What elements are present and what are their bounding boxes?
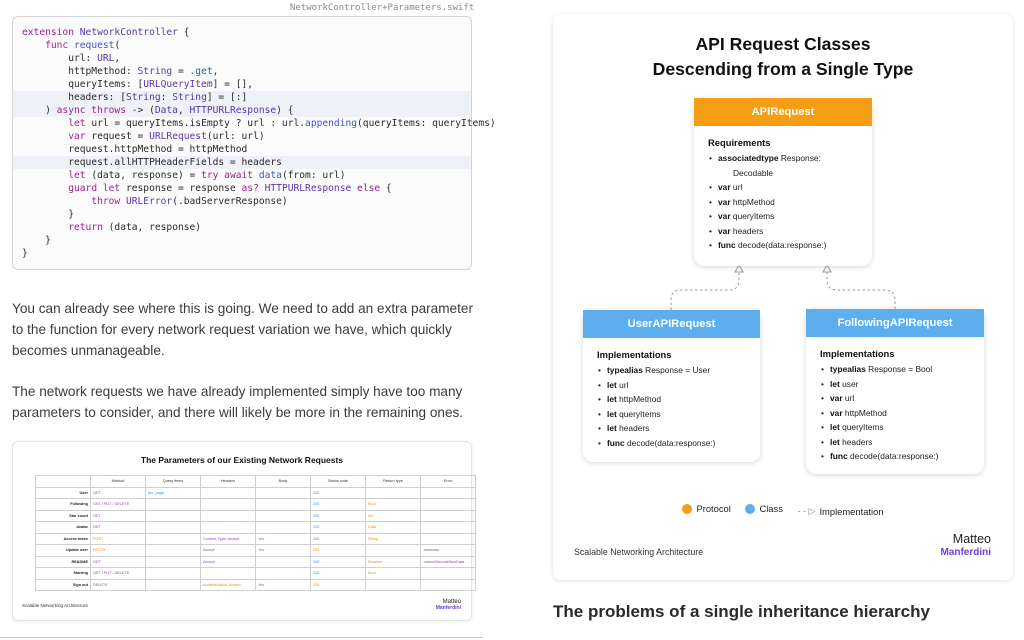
member-item: • let headers xyxy=(821,436,873,447)
code-line: ) async throws -> (Data, HTTPURLResponse) { xyxy=(13,104,471,117)
member-item: • var queryItems xyxy=(709,211,775,221)
table-cell xyxy=(421,568,476,580)
member-item: • let httpMethod xyxy=(598,394,662,404)
api-request-header: APIRequest xyxy=(694,98,872,126)
class-dot-icon xyxy=(745,504,755,514)
legend-implementation xyxy=(798,506,884,517)
member-item: • var httpMethod xyxy=(709,196,775,207)
requirements-list xyxy=(709,151,872,253)
diagram-footer: Scalable Networking Architecture xyxy=(574,547,704,557)
table-cell: 200 xyxy=(311,510,366,522)
member-item: • var httpMethod xyxy=(821,407,887,418)
row-header: Following xyxy=(36,499,91,511)
table-cell xyxy=(366,487,421,499)
table-row xyxy=(36,510,476,522)
table-cell: 204 xyxy=(311,579,366,591)
table-row xyxy=(36,499,476,511)
code-line: let (data, response) = try await data(from: url) xyxy=(68,170,346,181)
author-logo xyxy=(436,599,461,611)
table-cell: 204 xyxy=(311,499,366,511)
table-cell xyxy=(201,510,256,522)
diagram-author-logo xyxy=(940,533,991,559)
logo-last-name: Manferdini xyxy=(435,605,461,611)
following-implementations-heading: Implementations xyxy=(820,348,895,359)
table-cell: .unknown xyxy=(421,545,476,557)
member-item: • func decode(data:response:) xyxy=(709,240,827,250)
arrowhead-left xyxy=(735,265,743,272)
table-cell xyxy=(421,499,476,511)
api-request-card xyxy=(694,98,872,266)
legend-implementation-label: Implementation xyxy=(819,505,884,517)
table-cell xyxy=(201,568,256,580)
table-cell: Yes xyxy=(256,545,311,557)
table-cell xyxy=(421,533,476,545)
table-cell xyxy=(146,545,201,557)
table-cell: GET xyxy=(91,510,146,522)
table-cell xyxy=(256,568,311,580)
member-item: • let queryItems xyxy=(821,422,884,432)
table-cell xyxy=(256,499,311,511)
parameters-table-figure[interactable] xyxy=(12,441,472,621)
code-line: headers: [String: String] = [:] xyxy=(13,91,471,104)
legend-protocol xyxy=(682,503,730,514)
member-item: Decodable xyxy=(733,167,774,178)
diagram-logo-first-name: Matteo xyxy=(952,532,991,546)
member-item: • func decode(data:response:) xyxy=(821,451,939,461)
table-cell xyxy=(421,487,476,499)
table-cell: GET xyxy=(91,487,146,499)
member-item: • typealias Response = Bool xyxy=(821,364,933,374)
table-cell: POST xyxy=(91,533,146,545)
code-lines xyxy=(13,26,496,260)
table-cell: Readme xyxy=(366,556,421,568)
user-api-request-card xyxy=(583,310,760,462)
row-header: Starring xyxy=(36,568,91,580)
member-item: • var url xyxy=(821,393,855,403)
column-header: Method xyxy=(91,476,146,488)
table-cell xyxy=(146,579,201,591)
paragraph-2: The network requests we have already implemented simply have too many parameters to consider, and there will likely be more in the remaining ones. xyxy=(12,384,464,420)
code-line: func request( xyxy=(45,40,121,51)
table-cell xyxy=(146,533,201,545)
legend-class xyxy=(745,503,782,514)
table-cell: Accept xyxy=(201,556,256,568)
row-header: Access token xyxy=(36,533,91,545)
code-line: queryItems: [URLQueryItem] = [], xyxy=(22,79,254,90)
table-row xyxy=(36,579,476,591)
row-header: README xyxy=(36,556,91,568)
table-cell: Bool xyxy=(366,568,421,580)
code-line: extension NetworkController { xyxy=(22,27,190,38)
code-line: url: URL, xyxy=(22,53,121,64)
table-cell xyxy=(201,487,256,499)
table-cell: Authentication, Accept xyxy=(201,579,256,591)
protocol-dot-icon xyxy=(682,504,692,514)
table-cell xyxy=(366,545,421,557)
table-cell xyxy=(201,499,256,511)
column-header xyxy=(36,476,91,488)
table-cell xyxy=(201,522,256,534)
member-item: • var url xyxy=(709,182,743,192)
code-filename: NetworkController+Parameters.swift xyxy=(290,3,475,13)
table-cell: 200 xyxy=(311,487,366,499)
table-cell: Yes xyxy=(256,579,311,591)
code-line: request.allHTTPHeaderFields = headers xyxy=(13,156,471,169)
member-item: • let url xyxy=(598,379,629,390)
table-cell xyxy=(146,556,201,568)
table-cell xyxy=(366,579,421,591)
table-cell: PATCH xyxy=(91,545,146,557)
code-line: let url = queryItems.isEmpty ? url : url.appending(queryItems: queryItems) xyxy=(68,118,496,129)
legend-class-label: Class xyxy=(759,503,783,514)
connector-user-to-api xyxy=(671,271,739,310)
table-row xyxy=(36,522,476,534)
table-cell: 200 xyxy=(311,533,366,545)
legend xyxy=(553,503,1013,517)
table-cell xyxy=(146,510,201,522)
table-cell: GET xyxy=(91,522,146,534)
code-line: var request = URLRequest(url: url) xyxy=(68,131,265,142)
table-row xyxy=(36,556,476,568)
column-header: Body xyxy=(256,476,311,488)
table-cell: GET / PUT / DELETE xyxy=(91,568,146,580)
row-header: Sign out xyxy=(36,579,91,591)
table-cell xyxy=(421,510,476,522)
row-header: Avatar xyxy=(36,522,91,534)
table-cell xyxy=(146,522,201,534)
column-header: Error xyxy=(421,476,476,488)
table-row xyxy=(36,487,476,499)
table-cell: String xyxy=(366,533,421,545)
divider xyxy=(0,637,483,638)
table-cell xyxy=(256,556,311,568)
member-item: • typealias Response = User xyxy=(598,365,711,375)
section-heading: The problems of a single inheritance hierarchy xyxy=(553,602,930,621)
column-header: Status code xyxy=(311,476,366,488)
row-header: Star count xyxy=(36,510,91,522)
code-line: } xyxy=(22,248,28,259)
table-cell: Content-Type, Accept xyxy=(201,533,256,545)
member-item: • let headers xyxy=(598,423,650,433)
dashed-arrow-icon: - - ▷ xyxy=(797,505,816,516)
user-api-request-header: UserAPIRequest xyxy=(583,310,760,338)
member-item: • let user xyxy=(821,378,859,389)
paragraph-1: You can already see where this is going. We need to add an extra parameter to the function for every network request variation we have, which quickly becomes unmanageable. xyxy=(12,301,473,358)
row-header: Update user xyxy=(36,545,91,557)
code-line: guard let response = response as? HTTPURLResponse else { xyxy=(68,183,392,194)
following-api-request-card xyxy=(806,309,984,474)
table-cell: Accept xyxy=(201,545,256,557)
following-api-request-header: FollowingAPIRequest xyxy=(806,309,984,337)
table-cell: 204 xyxy=(311,568,366,580)
table-cell: 200 xyxy=(311,556,366,568)
logo-first-name: Matteo xyxy=(442,599,461,605)
diagram-logo-last-name: Manferdini xyxy=(940,547,991,558)
column-header: Return type xyxy=(366,476,421,488)
following-implementations-list xyxy=(821,362,984,464)
code-line: request.httpMethod = httpMethod xyxy=(22,144,248,155)
api-request-diagram[interactable] xyxy=(553,14,1013,580)
table-cell xyxy=(421,522,476,534)
table-cell xyxy=(256,522,311,534)
code-line: httpMethod: String = .get, xyxy=(22,66,219,77)
column-header: Headers xyxy=(201,476,256,488)
table-cell: GET / PUT / DELETE xyxy=(91,499,146,511)
user-implementations-heading: Implementations xyxy=(597,349,672,360)
table-cell: per_page xyxy=(146,487,201,499)
diagram-title-line-2: Descending from a Single Type xyxy=(652,59,914,79)
figure-footer: Scalable Networking Architecture xyxy=(22,603,89,608)
table-row xyxy=(36,545,476,557)
requirements-heading: Requirements xyxy=(708,137,771,148)
table-cell xyxy=(146,499,201,511)
table-cell xyxy=(256,510,311,522)
code-line: } xyxy=(22,235,51,246)
member-item: • var headers xyxy=(709,225,764,236)
connector-following-to-api xyxy=(827,271,895,309)
legend-protocol-label: Protocol xyxy=(696,503,731,514)
code-line: return (data, response) xyxy=(68,222,202,233)
table-row xyxy=(36,568,476,580)
table-cell xyxy=(256,487,311,499)
member-item: • associatedtype Response: xyxy=(709,153,821,163)
table-cell: 204 xyxy=(311,545,366,557)
table-cell: DELETE xyxy=(91,579,146,591)
code-line: } xyxy=(22,209,74,220)
code-block xyxy=(12,16,496,270)
table-row xyxy=(36,533,476,545)
table-cell: Data xyxy=(366,522,421,534)
table-cell: GET xyxy=(91,556,146,568)
table-header-row xyxy=(36,476,476,488)
table-cell: Bool xyxy=(366,499,421,511)
column-header: Query items xyxy=(146,476,201,488)
figure-title: The Parameters of our Existing Network Requests xyxy=(140,455,344,465)
table-cell: Yes xyxy=(256,533,311,545)
table-cell xyxy=(146,568,201,580)
table-cell: 200 xyxy=(311,522,366,534)
row-header: User xyxy=(36,487,91,499)
table-cell: .cannotDecodeRawData xyxy=(421,556,476,568)
member-item: • let queryItems xyxy=(598,408,661,419)
table-cell xyxy=(421,579,476,591)
arrowhead-right xyxy=(823,265,831,272)
user-implementations-list xyxy=(598,363,760,450)
member-item: • func decode(data:response:) xyxy=(598,437,716,448)
parameters-table xyxy=(35,475,476,591)
code-line: throw URLError(.badServerResponse) xyxy=(91,196,288,207)
diagram-title-line-1: API Request Classes xyxy=(695,34,871,54)
table-cell: Int? xyxy=(366,510,421,522)
